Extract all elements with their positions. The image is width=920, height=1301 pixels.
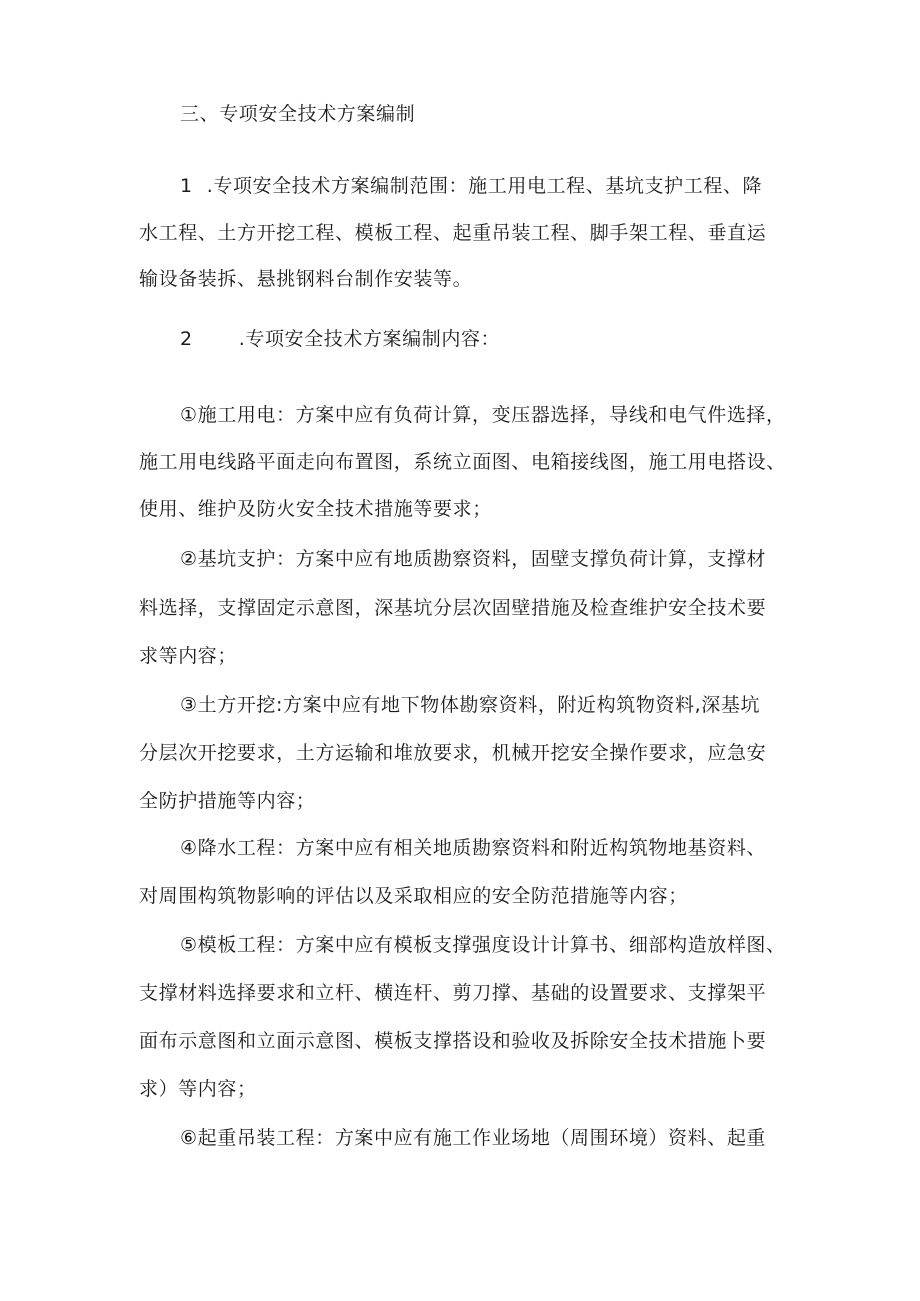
section-6-line-1: ⑥起重吊装工程：方案中应有施工作业场地（周围环境）资料、起重 [180,1127,767,1149]
section-5-line-3: 面布示意图和立面示意图、模板支撑搭设和验收及拆除安全技术措施卜要 [139,1030,767,1052]
section-2-line-1: ②基坑支护：方案中应有地质勘察资料，固壁支撑负荷计算，支撑材 [180,548,767,570]
section-1-line-3: 使用、维护及防火安全技术措施等要求； [139,498,492,520]
item-1-line-3: 输设备装拆、悬挑钢料台制作安装等。 [139,268,473,290]
section-5-line-1: ⑤模板工程：方案中应有模板支撑强度设计计算书、细部构造放样图、 [180,934,786,956]
section-2-line-2: 料选择，支撑固定示意图，深基坑分层次固壁措施及检查维护安全技术要 [139,597,767,619]
section-3-line-1: ③土方开挖:方案中应有地下物体勘察资料，附近构筑物资料,深基坑 [180,694,761,716]
item-2-line [180,327,790,351]
section-heading: 三、专项安全技术方案编制 [180,103,416,125]
section-2-line-3: 求等内容； [139,645,238,667]
section-5-line-4: 求）等内容； [139,1078,257,1100]
section-1-line-2: 施工用电线路平面走向布置图，系统立面图、电箱接线图，施工用电搭设、 [139,451,786,473]
section-1-line-1: ①施工用电：方案中应有负荷计算，变压器选择，导线和电气件选择， [180,404,786,426]
item-1-text: .专项安全技术方案编制范围：施工用电工程、基坑支护工程、降 [206,175,763,197]
section-3-line-3: 全防护措施等内容； [139,790,316,812]
section-5-line-2: 支撑材料选择要求和立杆、横连杆、剪刀撑、基础的设置要求、支撑架平 [139,982,767,1004]
section-3-line-2: 分层次开挖要求，土方运输和堆放要求，机械开挖安全操作要求，应急安 [139,742,767,764]
item-2-number: 2 [180,328,193,350]
section-4-line-2: 对周围构筑物影响的评估以及采取相应的安全防范措施等内容； [139,885,688,907]
item-1-line-1 [180,174,790,198]
item-1-line-2: 水工程、土方开挖工程、模板工程、起重吊装工程、脚手架工程、垂直运 [139,222,767,244]
item-1-number: 1 [180,175,193,197]
item-2-text: .专项安全技术方案编制内容： [238,328,501,350]
section-4-line-1: ④降水工程：方案中应有相关地质勘察资料和附近构筑物地基资料、 [180,837,767,859]
